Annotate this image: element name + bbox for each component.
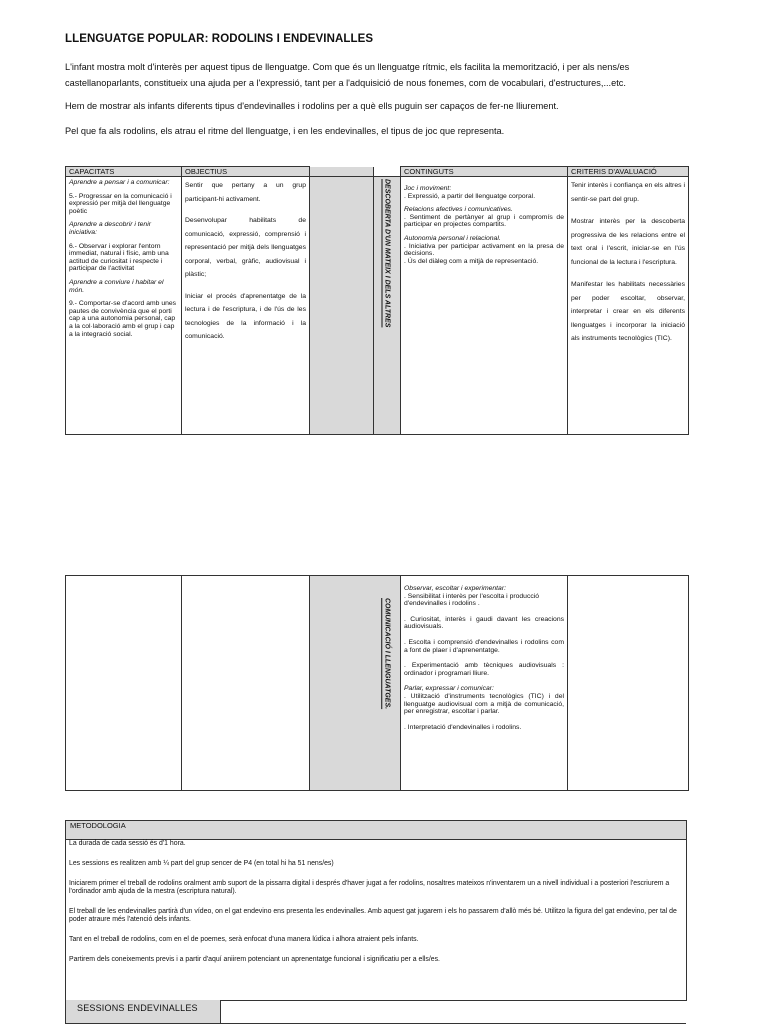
contingut-text-3: . Iniciativa per participar activament en la presa de decisions. [404,242,564,258]
contingut-title-3: Autonomia personal i relacional. [404,234,501,242]
metodologia-text [69,840,681,976]
metodologia-paragraph-6: Partirem dels coneixements previs i a partir d'aquí aniirem potenciant un aprenentatge funcional i significatiu per a ells/es. [69,956,440,963]
contingut2-text-4: . Experimentació amb tècniques audiovisuals : ordinador i programari lliure. [404,662,564,677]
metodologia-paragraph-3: Iniciarem primer el treball de rodolins oralment amb suport de la pissarra digital i després d'haver jugat a fer rodolins, nosaltres mateixos n'inventarem un a nivell individual i a posteriori l'escriurem a l'ordinador amb ajuda de la mestra (escriptura natural). [69,880,670,895]
contingut2-text-3: . Escolta i comprensió d'endevinalles i rodolins com a font de plaer i d'aprenentatge. [404,638,564,654]
objectiu-2: Desenvolupar habilitats de comunicació, expressió, comprensió i representació per mitjà dels llenguatges corporal, verbal, gràfic, audiovisual i plàstic; [185,217,306,278]
area-label-descoberta: DESCOBERTA D'UN MATEIX I DELS ALTRES [383,179,391,328]
capacitat-text-2: 6.- Observar i explorar l'entorn immediat, natural i físic, amb una actitud de curiositat i respecte i participar de l'activitat [69,242,169,273]
gray-column-2 [310,576,374,791]
metodologia-paragraph-4: El treball de les endevinalles partirà d'un vídeo, on el gat endevino ens presenta les endevinalles. Amb aquest gat jugarem i els ho passarem d'allò més bé. Utilitzo la figura del gat endevino, per tal de poder atraure més l'atenció dels infants. [69,908,677,923]
intro-paragraph-2: Hem de mostrar als infants diferents tipus d'endevinalles i rodolins per a què ells puguin ser capaços de fer-ne lliurement. [65,101,559,111]
criteri-2: Mostrar interès per la descoberta progressiva de les relacions entre el text oral i l'escrit, iniciar-se en l'ús funcional de la lectura i l'escriptura. [571,218,685,266]
area-label-comunicacio: COMUNICACIÓ I LLENGUATGES. [383,598,391,710]
continguts-cell-2 [401,576,568,791]
contingut-title-2: Relacions afectives i comunicatives. [404,206,513,214]
contingut2-text-6: . Interpretació d'endevinalles i rodolins. [404,723,522,731]
metodologia-paragraph-2: Les sessions es realitzen amb ¼ part del grup sencer de P4 (en total hi ha 51 nens/es) [69,860,334,867]
curriculum-table [65,166,689,435]
header-empty-1 [310,167,374,177]
capacitat-text-1: 5.- Progressar en la comunicació i expressió per mitjà del llenguatge poètic [69,192,172,215]
capacitat-title-3: Aprendre a conviure i habitar el món. [69,278,164,294]
capacitat-title-1: Aprendre a pensar i a comunicar: [69,179,170,186]
empty-cell-criteris [568,576,689,791]
sessions-header: SESSIONS ENDEVINALLES [77,1003,198,1013]
contingut-text-4: . Ús del diàleg com a mitjà de representació. [404,257,539,265]
header-capacitats: CAPACITATS [66,167,182,177]
contingut2-title-2: Parlar, expressar i comunicar: [404,685,494,693]
intro-paragraph-3: Pel que fa als rodolins, els atrau el ritme del llenguatge, i en les endevinalles, el tipus de joc que representa. [65,126,505,136]
metodologia-header-box [65,820,687,840]
intro-paragraph-1: L'infant mostra molt d'interès per aquest tipus de llenguatge. Com que és un llenguatge rítmic, els facilita la memorització, i per als nens/es castellanoparlants, constitueix una ajuda per a l'expressió, tant per a l'adquisició de nous fonemes, com de vocabulari, d'estructures,...etc. [65,62,630,88]
objectiu-3: Iniciar el procés d'aprenentatge de la lectura i de l'escriptura, i de l'ús de les tecnologies de la informació i la comunicació. [185,292,306,340]
header-criteris: CRITERIS D'AVALUACIÓ [568,167,689,177]
metodologia-header: METODOLOGIA [70,821,126,830]
objectiu-1: Sentir que pertany a un grup participant-hi activament. [185,182,306,203]
metodologia-paragraph-5: Tant en el treball de rodolins, com en el de poemes, serà enfocat d'una manera lúdica i alhora atraient pels infants. [69,936,419,943]
contingut2-text-2: . Curiositat, interès i gaudi davant les creacions audiovisuals. [404,615,564,631]
contingut2-text-1: . Sensibilitat i interès per l'escolta i producció d'endevinalles i rodolins . [404,592,540,608]
area-vertical-cell-1 [374,177,401,435]
header-empty-2 [374,167,401,177]
header-objectius: OBJECTIUS [182,167,310,177]
gray-column-1 [310,177,374,435]
continguts-table-2 [65,575,689,791]
criteri-3: Manifestar les habilitats necessàries per poder escoltar, observar, interpretar i crear en els diferents llenguatges i incorporar la iniciació als instruments tecnològics (TIC). [571,281,685,342]
empty-cell-objectius [182,576,310,791]
criteris-cell [568,177,689,435]
sessions-header-box [65,1000,221,1024]
area-vertical-cell-2 [374,576,401,791]
capacitat-title-2: Aprendre a descobrir i tenir iniciativa: [69,221,151,236]
metodologia-paragraph-1: La durada de cada sessió és d'1 hora. [69,840,186,847]
contingut-text-2: . Sentiment de pertànyer al grup i compromís de participar en projectes compartits. [404,213,564,229]
criteri-1: Tenir interès i confiança en els altres i sentir-se part del grup. [571,182,685,203]
capacitats-cell [66,177,182,435]
contingut2-text-5: . Utilització d'instruments tecnològics (TIC) i del llenguatge audiovisual com a mitjà de comunicació, per enregistrar, escoltar i parlar. [404,692,564,716]
empty-cell-capacitats [66,576,182,791]
continguts-cell [401,177,568,435]
objectius-cell [182,177,310,435]
capacitat-text-3: 9.- Comportar-se d'acord amb unes pautes de convivència que el porti cap a una autonomia personal, cap a la col·laboració amb el grup i cap a la integració social. [69,300,177,338]
header-continguts: CONTINGUTS [401,167,568,177]
page-title: LLENGUATGE POPULAR: RODOLINS I ENDEVINALLES [65,33,374,45]
contingut-text-1: . Expressió, a partir del llenguatge corporal. [404,192,536,200]
contingut2-title-1: Observar, escoltar i experimentar: [404,585,506,592]
contingut-title-1: Joc i moviment: [404,185,452,192]
